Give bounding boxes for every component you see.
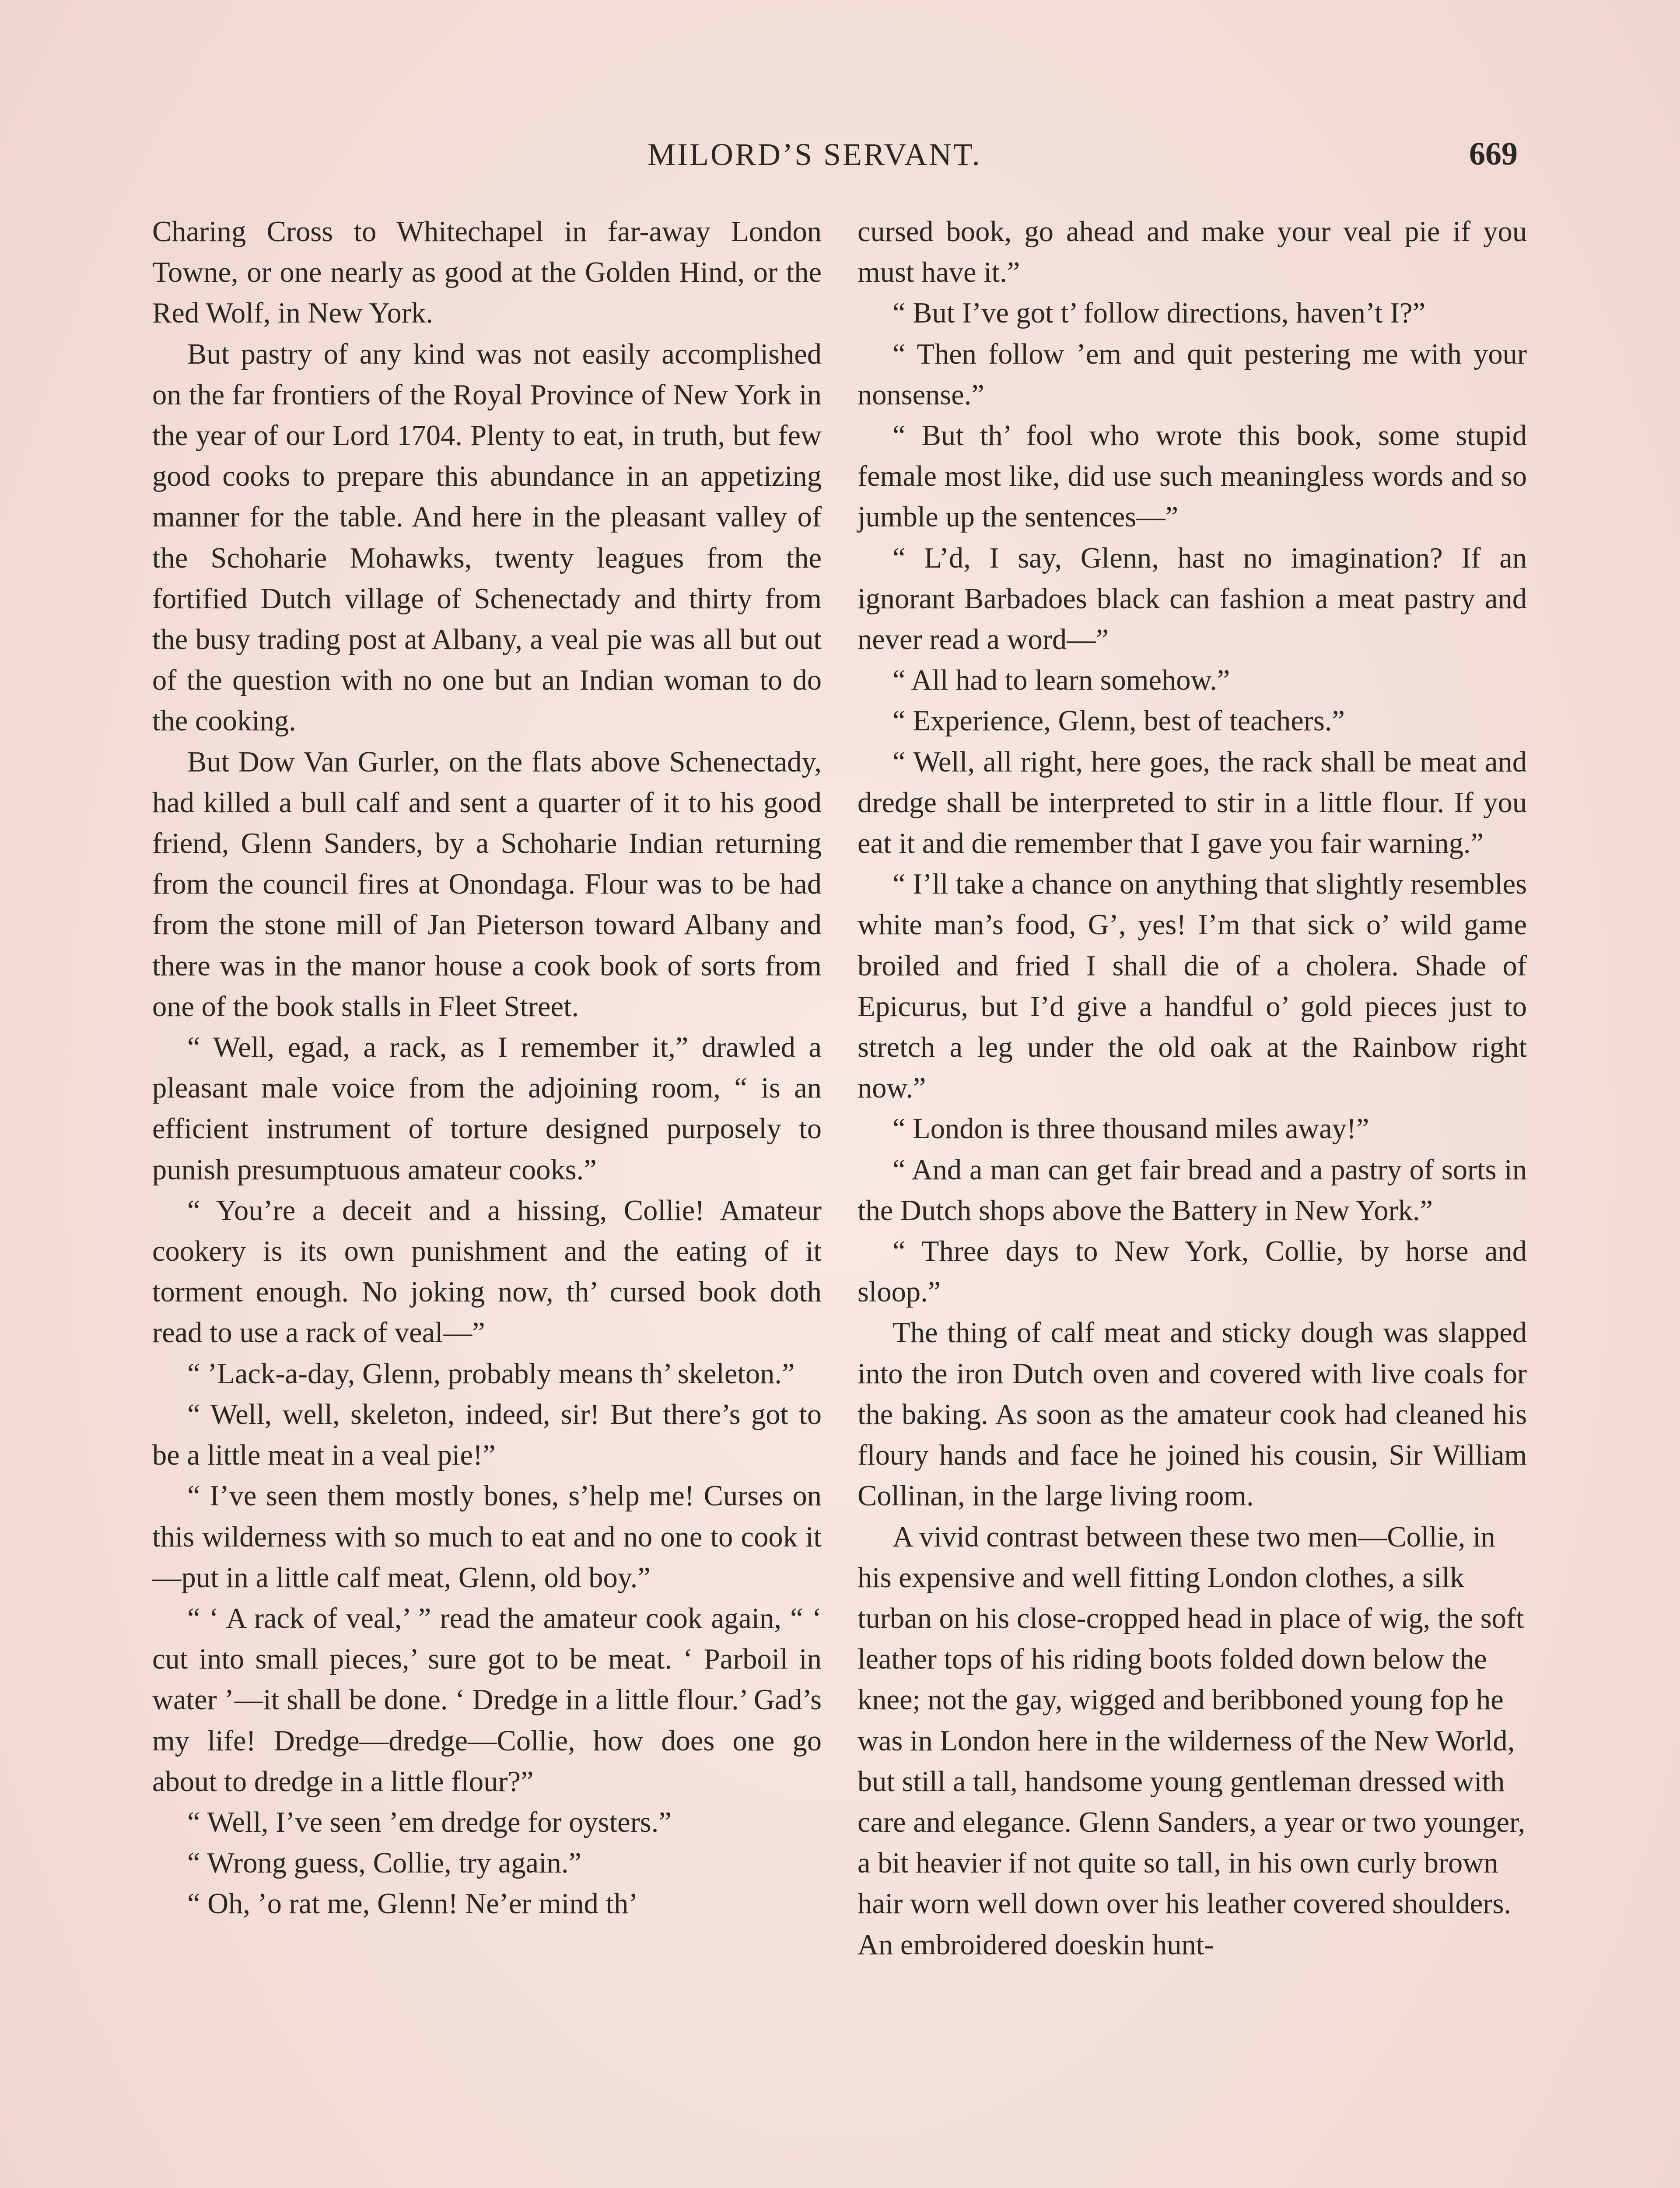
right-column [858,211,1527,1965]
paragraph: “ Well, egad, a rack, as I remember it,” drawled a pleasant male voice from the adjoining room, “ is an efficient instrument of torture designed purposely to punish presumptuous amateur cooks.” [152,1031,822,1186]
paragraph: The thing of calf meat and sticky dough was slapped into the iron Dutch oven and covered with live coals for the baking. As soon as the amateur cook had cleaned his floury hands and face he joined his cousin, Sir William Collinan, in the large living room. [858,1317,1527,1512]
running-title: MILORD’S SERVANT. [648,137,982,172]
paragraph: “ Well, I’ve seen ’em dredge for oysters.” [187,1806,672,1838]
paragraph: Charing Cross to Whitechapel in far-away London Towne, or one nearly as good at the Golden Hind, or the Red Wolf, in New York. [152,216,822,330]
paragraph: But Dow Van Gurler, on the flats above Schenectady, had killed a bull calf and sent a quarter of it to his good friend, Glenn Sanders, by a Schoharie Indian returning from the council fires at Onondaga. Flour was to be had from the stone mill of Jan Pieterson toward Albany and there was in the manor house a cook book of sorts from one of the book stalls in Fleet Street. [152,746,822,1023]
paragraph: “ But th’ fool who wrote this book, some stupid female most like, did use such meaningless words and so jumble up the sentences—” [858,420,1527,533]
paragraph: “ Then follow ’em and quit pestering me with your nonsense.” [858,338,1527,411]
paragraph: “ ‘ A rack of veal,’ ” read the amateur cook again, “ ‘ cut into small pieces,’ sure got to be meat. ‘ Parboil in water ’—it shall be done. ‘ Dredge in a little flour.’ Gad’s my life! Dredge—dredge—Collie, how does one go about to dredge in a little flour?” [152,1602,822,1798]
paragraph: “ But I’ve got t’ follow directions, haven’t I?” [892,297,1426,330]
paragraph: But pastry of any kind was not easily accomplished on the far frontiers of the Royal Province of New York in the year of our Lord 1704. Plenty to eat, in truth, but few good cooks to prepare this abundance in an appetizing manner for the table. And here in the pleasant valley of the Schoharie Mohawks, twenty leagues from the fortified Dutch village of Schenectady and thirty from the busy trading post at Albany, a veal pie was all but out of the question with no one but an Indian woman to do the cooking. [152,338,822,737]
paragraph: “ And a man can get fair bread and a pastry of sorts in the Dutch shops above the Battery in New York.” [858,1154,1527,1227]
left-column [152,211,822,1925]
paragraph: “ Wrong guess, Collie, try again.” [187,1847,582,1879]
paragraph: “ London is three thousand miles away!” [892,1113,1369,1145]
paragraph: cursed book, go ahead and make your veal pie if you must have it.” [858,216,1527,289]
paragraph: “ I’ve seen them mostly bones, s’help me! Curses on this wilderness with so much to eat and no one to cook it—put in a little calf meat, Glenn, old boy.” [152,1480,822,1594]
paragraph: “ You’re a deceit and a hissing, Collie! Amateur cookery is its own punishment and the eating of it torment enough. No joking now, th’ cursed book doth read to use a rack of veal—” [152,1194,822,1349]
page-number: 669 [1469,136,1518,172]
paragraph: “ Experience, Glenn, best of teachers.” [892,705,1345,737]
paragraph: “ ’Lack-a-day, Glenn, probably means th’ skeleton.” [187,1357,795,1390]
paragraph: “ All had to learn somehow.” [892,664,1230,697]
paragraph: A vivid contrast between these two men—Collie, in his expensive and well fitting London clothes, a silk turban on his close-cropped head in place of wig, the soft leather tops of his riding boots folded down below the knee; not the gay, wigged and beribboned young fop he was in London here in the wilderness of the New World, but still a tall, handsome young gentleman dressed with care and elegance. Glenn Sanders, a year or two younger, a bit heavier if not quite so tall, in his own curly brown hair worn well down over his leather covered shoulders. An embroidered doeskin hunt- [858,1521,1526,1961]
paragraph: “ Oh, ’o rat me, Glenn! Ne’er mind th’ [187,1888,638,1920]
paragraph: “ Well, well, skeleton, indeed, sir! But there’s got to be a little meat in a veal pie!” [152,1398,822,1472]
paragraph: “ I’ll take a chance on anything that slightly resembles white man’s food, G’, yes! I’m that sick o’ wild game broiled and fried I shall die of a cholera. Shade of Epicurus, but I’d give a handful o’ gold pieces just to stretch a leg under the old oak at the Rainbow right now.” [858,868,1527,1105]
paragraph: “ Three days to New York, Collie, by horse and sloop.” [858,1235,1527,1308]
paragraph: “ Well, all right, here goes, the rack shall be meat and dredge shall be interpreted to stir in a little flour. If you eat it and die remember that I gave you fair warning.” [858,746,1527,860]
paragraph: “ L’d, I say, Glenn, hast no imagination? If an ignorant Barbadoes black can fashion a meat pastry and never read a word—” [858,542,1527,656]
